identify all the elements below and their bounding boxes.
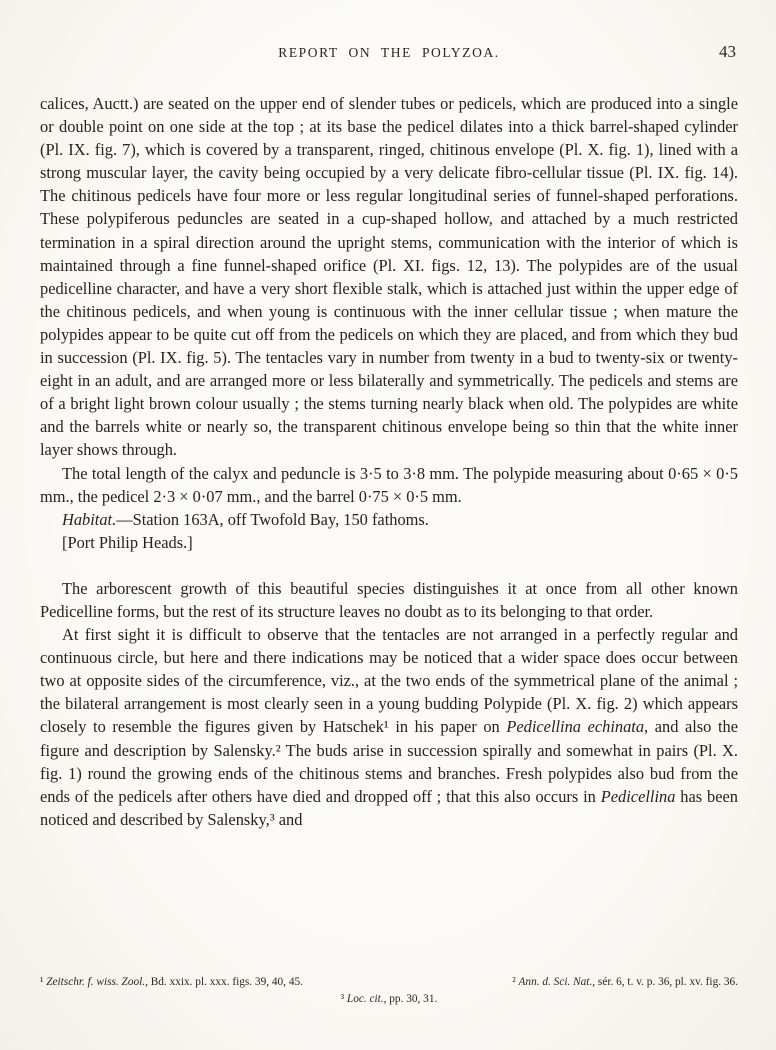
paragraph (40, 92, 738, 462)
text-run: ² (512, 976, 519, 988)
footnote-row (40, 974, 738, 991)
text-run: Bd. xxix. pl. xxx. figs. 39, 40, 45. (147, 976, 303, 988)
text-run: Pedicellina (600, 786, 676, 806)
running-header (40, 42, 738, 67)
paragraph (40, 531, 738, 554)
text-run: The total length of the calyx and peduncle is 3·5 to 3·8 mm. The polypide measuring about 0·65 × 0·5 mm., the pedicel 2·3 × 0·07 mm., and the barrel 0·75 × 0·5 mm. (40, 463, 738, 506)
text-run: sér. 6, t. v. p. 36, pl. xv. fig. 36. (595, 976, 738, 988)
text-run: pp. 30, 31. (386, 993, 438, 1005)
text-run: calices, Auctt.) are seated on the upper end of slender tubes or pedicels, which are produced into a single or double point on one side at the top ; at its base the pedicel dilates into a thick barrel-shaped cylinder (Pl. IX. fig. 7), which is covered by a transparent, ringed, chitinous envelope (Pl. X. fig. 1), lined with a strong muscular layer, the cavity being occupied by a very delicate fibro-cellular tissue (Pl. IX. fig. 14). The chitinous pedicels have four more or less regular longitudinal series of funnel-shaped perforations. These polypiferous peduncles are seated in a cup-shaped hollow, and attached by a much restricted termination in a spiral direction around the upright stems, communication with the interior of which is maintained through a fine funnel-shaped orifice (Pl. XI. figs. 12, 13). The polypides are of the usual pedicelline character, and have a very short flexible stalk, which is attached just within the upper edge of the chitinous pedicels, and when young is continuous with the inner cellular tissue ; when mature the polypides appear to be quite cut off from the pedicels on which they are placed, and from which they bud in succession (Pl. IX. fig. 5). The tentacles vary in number from twenty in a bud to twenty-six or twenty-eight in an adult, and are arranged more or less bilaterally and symmetrically. The pedicels and stems are of a bright light brown colour usually ; the stems turning nearly black when old. The polypides are white and the barrels white or nearly so, the transparent chitinous envelope being so thin that the white inner layer shows through. (40, 94, 738, 460)
footnote-3 (40, 991, 738, 1008)
paragraph (40, 623, 738, 831)
text-run: Habitat. (62, 509, 117, 529)
text-run: ¹ (40, 976, 47, 988)
paragraph (40, 508, 738, 531)
text-run: Pedicellina echinata (506, 717, 645, 737)
text-run: The arborescent growth of this beautiful species distinguishes it at once from all other known Pedicelline forms, but the rest of its structure leaves no doubt as to its belonging to that order. (40, 578, 738, 621)
page-number: 43 (719, 42, 736, 61)
text-run: Loc. cit., (346, 993, 387, 1005)
body-text (40, 92, 738, 831)
footnote-2 (512, 974, 738, 991)
text-run: has been noticed and described by Salensky,³ and (40, 786, 738, 829)
page-title: REPORT ON THE POLYZOA. (278, 45, 500, 60)
text-run: [Port Philip Heads.] (62, 532, 193, 552)
text-run: —Station 163A, off Twofold Bay, 150 fathoms. (116, 509, 429, 529)
footnotes (40, 974, 738, 1008)
text-run: , and also the figure and description by Salensky.² The buds arise in succession spirally and somewhat in pairs (Pl. X. fig. 1) round the growing ends of the chitinous stems and branches. Fresh polypides also bud from the ends of the pedicels after others have died and dropped off ; that this also occurs in (40, 717, 738, 806)
paragraph (40, 577, 738, 623)
text-run: At first sight it is difficult to observe that the tentacles are not arranged in a perfectly regular and continuous circle, but here and there indications may be noticed that a wider space does occur between two at opposite sides of the circumference, viz., at the two ends of the symmetrical plane of the animal ; the bilateral arrangement is most clearly seen in a young budding Polypide (Pl. X. fig. 2) which appears closely to resemble the figures given by Hatschek¹ in his paper on (40, 625, 738, 737)
text-run: Zeitschr. f. wiss. Zool., (46, 976, 148, 988)
footnote-1 (40, 974, 303, 991)
paragraph (40, 462, 738, 508)
text-run: ³ (340, 993, 347, 1005)
text-run: Ann. d. Sci. Nat., (518, 976, 596, 988)
